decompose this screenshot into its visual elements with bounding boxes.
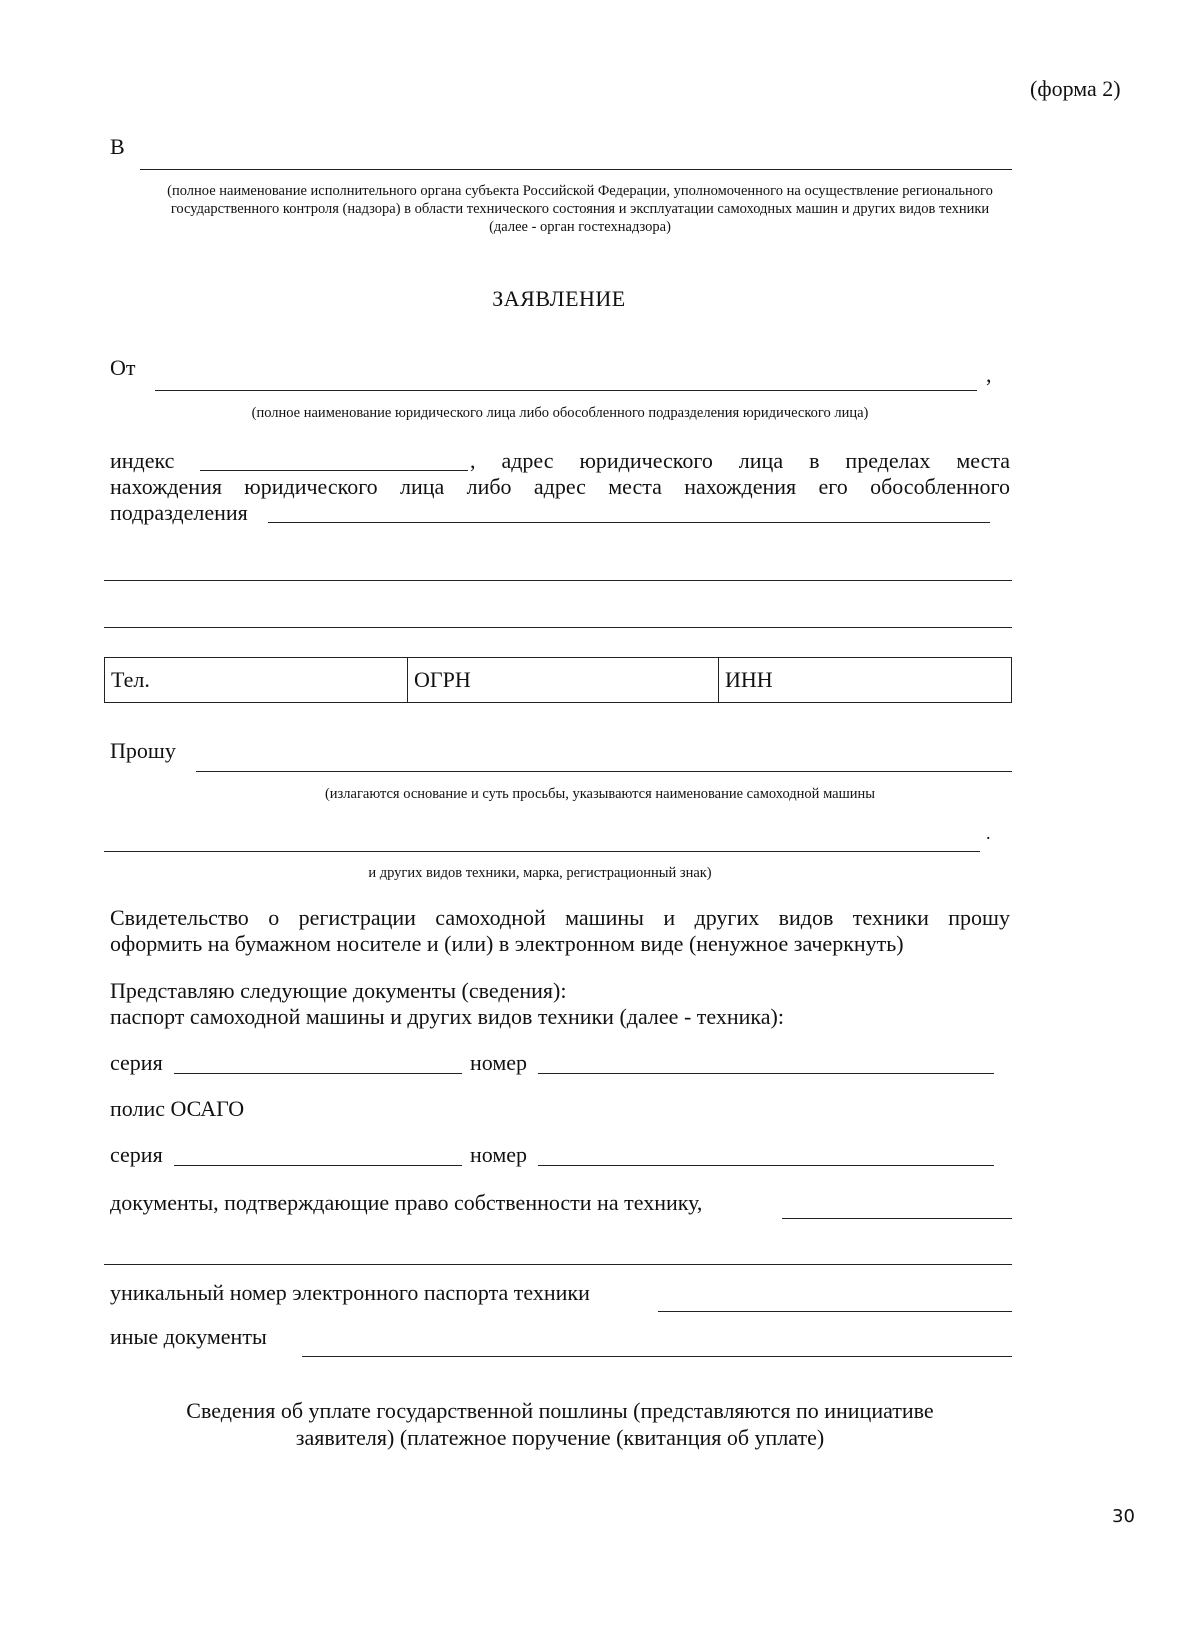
fee-line-1: Сведения об уплате государственной пошлины (представляются по инициативе	[186, 1398, 934, 1423]
other-documents-label: иные документы	[110, 1324, 267, 1349]
contact-ids-table	[104, 657, 1012, 703]
index-label: индекс	[110, 448, 175, 473]
osago-series-label: серия	[110, 1142, 163, 1167]
osago-series-field[interactable]	[174, 1165, 462, 1166]
ownership-field-2[interactable]	[104, 1264, 1012, 1265]
osago-number-label: номер	[470, 1142, 528, 1167]
form-number-label: (форма 2)	[1030, 76, 1121, 101]
applicant-hint: (полное наименование юридического лица либо обособленного подразделения юридического лица)	[251, 405, 869, 421]
applicant-comma: ,	[986, 362, 992, 387]
address-line1-text: , адрес юридического лица в пределах места	[470, 448, 1010, 473]
addressee-hint: (полное наименование исполнительного органа субъекта Российской Федерации, уполномоченного на осуществление регионального государственного контроля (надзора) в области технического состояния и эксплуатации самоходных машин и других видов техники (далее - орган гостехнадзора)	[167, 183, 993, 235]
address-field-3[interactable]	[104, 627, 1012, 628]
osago-heading: полис ОСАГО	[110, 1096, 245, 1121]
phone-label: Тел.	[111, 667, 150, 692]
passport-number-field[interactable]	[538, 1073, 994, 1074]
documents-intro: Представляю следующие документы (сведения):	[110, 978, 567, 1003]
request-label: Прошу	[110, 738, 176, 763]
osago-number-field[interactable]	[538, 1165, 994, 1166]
ownership-label: документы, подтверждающие право собственности на технику,	[110, 1190, 703, 1215]
applicant-prefix: От	[110, 355, 136, 380]
request-dot: .	[986, 823, 991, 843]
fee-line-2: заявителя) (платежное поручение (квитанция об уплате)	[295, 1425, 825, 1450]
ogrn-cell[interactable]	[408, 658, 719, 703]
certificate-line-2: оформить на бумажном носителе и (или) в электронном виде (ненужное зачеркнуть)	[110, 931, 904, 956]
document-title: ЗАЯВЛЕНИЕ	[492, 286, 626, 311]
unique-passport-number-field[interactable]	[658, 1311, 1012, 1312]
request-hint-1: (излагаются основание и суть просьбы, указываются наименование самоходной машины	[324, 786, 876, 802]
ogrn-label: ОГРН	[414, 667, 471, 692]
inn-cell[interactable]	[719, 658, 1012, 703]
unique-passport-number-label: уникальный номер электронного паспорта техники	[110, 1280, 590, 1305]
other-documents-field[interactable]	[302, 1356, 1012, 1357]
applicant-name-field[interactable]	[155, 390, 977, 391]
request-hint-2: и других видов техники, марка, регистрационный знак)	[368, 865, 712, 881]
address-line3-text: подразделения	[110, 500, 248, 525]
inn-label: ИНН	[725, 667, 773, 692]
addressee-field[interactable]	[140, 169, 1012, 170]
address-field-1[interactable]	[268, 522, 990, 523]
phone-cell[interactable]	[105, 658, 408, 703]
page-number: 30	[1112, 1506, 1135, 1527]
index-field[interactable]	[200, 470, 468, 471]
passport-series-label: серия	[110, 1050, 163, 1075]
certificate-line-1: Свидетельство о регистрации самоходной машины и других видов техники прошу	[110, 905, 1010, 930]
request-field-1[interactable]	[196, 771, 1012, 772]
addressee-prefix: В	[110, 134, 125, 159]
address-line2-text: нахождения юридического лица либо адрес места нахождения его обособленного	[110, 474, 1010, 499]
request-field-2[interactable]	[104, 851, 980, 852]
passport-heading: паспорт самоходной машины и других видов техники (далее - техника):	[110, 1004, 784, 1029]
passport-series-field[interactable]	[174, 1073, 462, 1074]
passport-number-label: номер	[470, 1050, 528, 1075]
ownership-field-1[interactable]	[782, 1218, 1012, 1219]
address-field-2[interactable]	[104, 580, 1012, 581]
